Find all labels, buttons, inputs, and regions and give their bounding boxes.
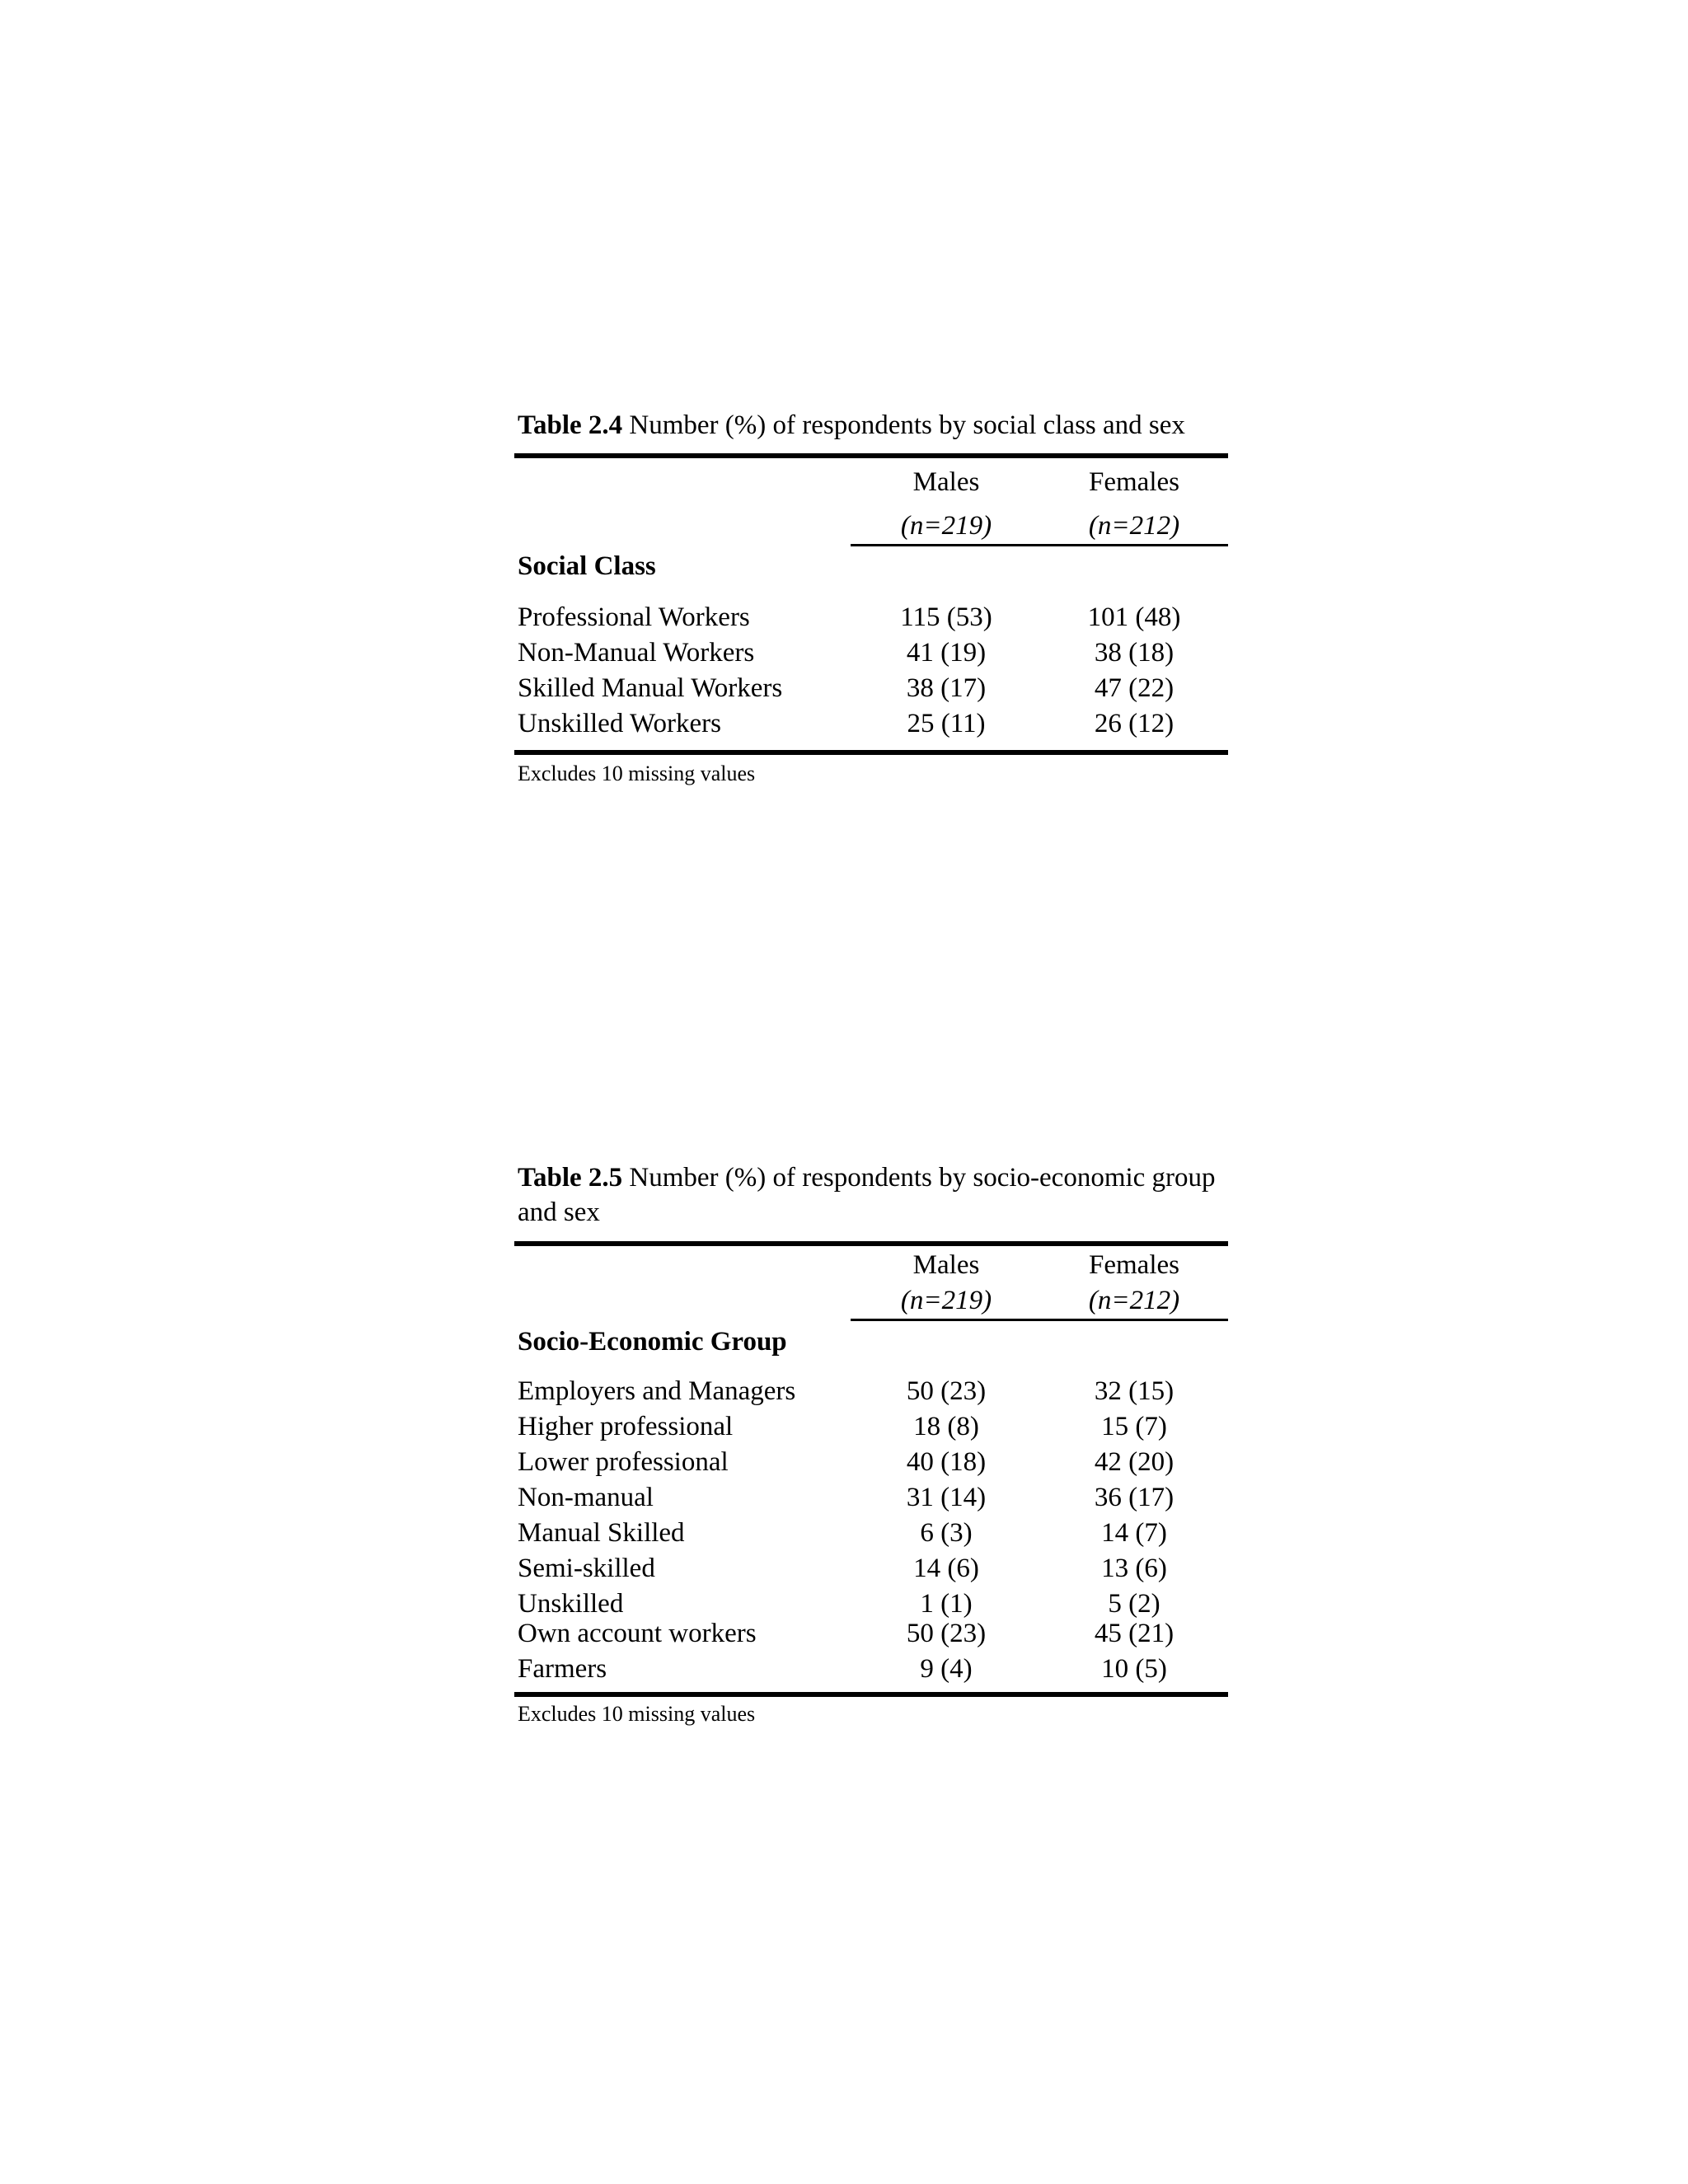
n-females: (n=212) xyxy=(1088,1286,1180,1315)
cell-females: 13 (6) xyxy=(1101,1554,1167,1583)
table-row xyxy=(514,1616,1228,1652)
table-row xyxy=(514,635,1228,671)
cell-males: 50 (23) xyxy=(906,1619,987,1648)
row-label: Higher professional xyxy=(518,1412,734,1441)
table-note: Excludes 10 missing values xyxy=(518,762,756,785)
cell-males: 25 (11) xyxy=(907,709,986,738)
table-number: Table 2.4 xyxy=(518,410,623,440)
cell-males: 9 (4) xyxy=(920,1654,973,1684)
cell-males: 40 (18) xyxy=(906,1447,987,1477)
section-heading xyxy=(514,1324,1228,1360)
table-number: Table 2.5 xyxy=(518,1163,623,1193)
n-row xyxy=(514,1283,1228,1319)
cell-females: 42 (20) xyxy=(1094,1447,1175,1477)
table-social-class xyxy=(514,408,1228,788)
column-header-males: Males xyxy=(912,467,980,497)
cell-females: 36 (17) xyxy=(1094,1483,1175,1512)
table-title: Number (%) of respondents by socio-economic group and sex xyxy=(518,1163,1216,1227)
cell-males: 18 (8) xyxy=(913,1412,979,1441)
row-label: Professional Workers xyxy=(518,602,750,632)
section-label: Social Class xyxy=(518,551,656,581)
row-label: Skilled Manual Workers xyxy=(518,673,783,703)
table-row xyxy=(514,1374,1228,1409)
cell-females: 47 (22) xyxy=(1094,673,1175,703)
table-row xyxy=(514,1409,1228,1445)
n-males: (n=219) xyxy=(900,511,992,541)
row-label: Semi-skilled xyxy=(518,1554,655,1583)
table-row xyxy=(514,671,1228,706)
cell-females: 26 (12) xyxy=(1094,709,1175,738)
row-label: Farmers xyxy=(518,1654,607,1684)
n-row xyxy=(514,509,1228,544)
column-header-females: Females xyxy=(1089,1250,1179,1280)
cell-females: 101 (48) xyxy=(1087,602,1181,632)
row-label: Lower professional xyxy=(518,1447,729,1477)
cell-females: 14 (7) xyxy=(1101,1518,1167,1548)
section-label: Socio-Economic Group xyxy=(518,1327,787,1357)
row-label: Unskilled xyxy=(518,1589,624,1619)
table-row xyxy=(514,1586,1228,1619)
cell-females: 45 (21) xyxy=(1094,1619,1175,1648)
table-title: Number (%) of respondents by social class and sex xyxy=(622,410,1185,440)
column-header-females: Females xyxy=(1089,467,1179,497)
header-row xyxy=(514,465,1228,500)
table-row xyxy=(514,1480,1228,1516)
cell-males: 38 (17) xyxy=(906,673,987,703)
row-label: Unskilled Workers xyxy=(518,709,721,738)
table-row xyxy=(514,706,1228,742)
column-header-males: Males xyxy=(912,1250,980,1280)
cell-females: 10 (5) xyxy=(1101,1654,1167,1684)
cell-males: 1 (1) xyxy=(920,1589,973,1619)
table-row xyxy=(514,1516,1228,1551)
table-note: Excludes 10 missing values xyxy=(518,1702,756,1726)
cell-males: 6 (3) xyxy=(920,1518,973,1548)
cell-males: 14 (6) xyxy=(913,1554,979,1583)
table-socio-economic-group xyxy=(514,1160,1228,1728)
cell-males: 115 (53) xyxy=(900,602,992,632)
table-caption xyxy=(518,408,1226,443)
section-heading xyxy=(514,549,1228,584)
table-caption xyxy=(518,1160,1226,1230)
table-row xyxy=(514,600,1228,635)
row-label: Own account workers xyxy=(518,1619,757,1648)
table-row xyxy=(514,1551,1228,1586)
row-label: Employers and Managers xyxy=(518,1376,796,1406)
table-row xyxy=(514,1445,1228,1480)
cell-males: 31 (14) xyxy=(906,1483,987,1512)
cell-females: 38 (18) xyxy=(1094,638,1175,668)
cell-males: 50 (23) xyxy=(906,1376,987,1406)
n-females: (n=212) xyxy=(1088,511,1180,541)
row-label: Manual Skilled xyxy=(518,1518,685,1548)
row-label: Non-Manual Workers xyxy=(518,638,755,668)
cell-females: 32 (15) xyxy=(1094,1376,1175,1406)
row-label: Non-manual xyxy=(518,1483,654,1512)
table-row xyxy=(514,1652,1228,1687)
cell-females: 15 (7) xyxy=(1101,1412,1167,1441)
cell-males: 41 (19) xyxy=(906,638,987,668)
n-males: (n=219) xyxy=(900,1286,992,1315)
cell-females: 5 (2) xyxy=(1108,1589,1160,1619)
header-row xyxy=(514,1248,1228,1283)
